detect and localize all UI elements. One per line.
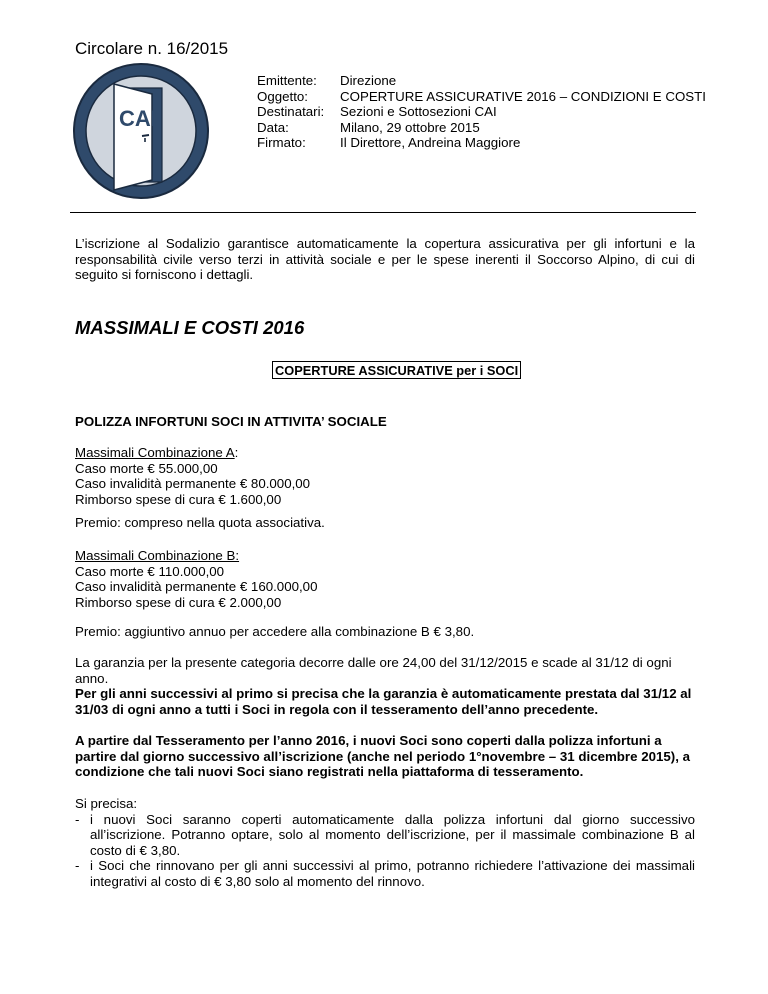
precisa-block (75, 796, 695, 889)
circular-number: Circolare n. 16/2015 (75, 39, 229, 58)
logo-text: CAI (119, 106, 157, 131)
meta-value: Milano, 29 ottobre 2015 (340, 119, 480, 135)
list-item (75, 812, 695, 859)
combination-a-line: Caso morte € 55.000,00 (75, 460, 218, 476)
meta-label: Destinatari: (257, 104, 325, 119)
precisa-intro: Si precisa: (75, 796, 138, 811)
meta-value: COPERTURE ASSICURATIVE 2016 – CONDIZIONI E COSTI (340, 88, 706, 104)
meta-value: Direzione (340, 73, 397, 88)
meta-value: Sezioni e Sottosezioni CAI (340, 104, 497, 119)
list-dash: - (75, 811, 80, 827)
combination-a-title-text: Massimali Combinazione A (75, 445, 235, 460)
list-dash: - (75, 858, 80, 873)
meta-label: Firmato: (257, 135, 306, 150)
intro-paragraph: L’iscrizione al Sodalizio garantisce automaticamente la copertura assicurativa per gli infortuni e la responsabilità civile verso terzi in attività sociale e per le spese inerenti il Soccorso Alpino, di cui di seguito si forniscono i dettagli. (75, 236, 695, 282)
meta-row-data (257, 120, 717, 136)
combination-b-title: Massimali Combinazione B: (75, 548, 240, 563)
garanzia-normal: La garanzia per la presente categoria decorre dalle ore 24,00 del 31/12/2015 e scade al 31/12 di ogni anno. (75, 655, 672, 686)
combination-a-line: Rimborso spese di cura € 1.600,00 (75, 491, 282, 507)
premio-a: Premio: compreso nella quota associativa. (75, 515, 325, 530)
combination-a-title (75, 445, 695, 461)
meta-row-firmato (257, 135, 717, 151)
combination-b-block (75, 548, 695, 610)
combination-b-line: Rimborso spese di cura € 2.000,00 (75, 594, 282, 610)
cai-logo (72, 62, 210, 200)
list-item-text: i Soci che rinnovano per gli anni successivi al primo, potranno richiedere l’attivazione dei massimali integrativi al costo di € 3,80 solo al momento del rinnovo. (90, 858, 695, 889)
memo-header-table (257, 73, 717, 151)
premio-b: Premio: aggiuntivo annuo per accedere alla combinazione B € 3,80. (75, 624, 475, 639)
list-item-text: i nuovi Soci saranno coperti automaticamente dalla polizza infortuni dal giorno successivo all’iscrizione. Potranno optare, solo al momento dell’iscrizione, per il massimale combinazione B al costo di € 3,80. (90, 811, 695, 858)
meta-label: Data: (257, 119, 289, 135)
policy-title: POLIZZA INFORTUNI SOCI IN ATTIVITA’ SOCIALE (75, 414, 387, 429)
combination-a-line: Caso invalidità permanente € 80.000,00 (75, 476, 311, 491)
combination-a-colon: : (234, 445, 239, 460)
combination-b-line: Caso morte € 110.000,00 (75, 563, 225, 579)
tesseramento-paragraph: A partire dal Tesseramento per l’anno 2016, i nuovi Soci sono coperti dalla polizza infortuni a partire dal giorno successivo all’iscrizione (anche nel periodo 1°novembre – 31 dicembre 2015), a condizione che tali nuovi Soci siano registrati nella piattaforma di tesseramento. (75, 733, 690, 779)
section-heading: MASSIMALI E COSTI 2016 (75, 317, 305, 338)
meta-value: Il Direttore, Andreina Maggiore (340, 135, 521, 150)
list-item (75, 858, 695, 889)
meta-row-emittente (257, 73, 717, 89)
header-divider (70, 212, 696, 213)
boxed-title: COPERTURE ASSICURATIVE per i SOCI (272, 361, 521, 379)
meta-row-oggetto (257, 89, 717, 105)
combination-a-block (75, 445, 695, 507)
meta-label: Oggetto: (257, 88, 309, 104)
combination-b-line: Caso invalidità permanente € 160.000,00 (75, 579, 318, 594)
meta-row-destinatari (257, 104, 717, 120)
garanzia-paragraph (75, 655, 695, 717)
garanzia-bold: Per gli anni successivi al primo si precisa che la garanzia è automaticamente prestata dal 31/12 al 31/03 di ogni anno a tutti i Soci in regola con il tesseramento dell’anno precedente. (75, 686, 692, 717)
meta-label: Emittente: (257, 73, 317, 88)
